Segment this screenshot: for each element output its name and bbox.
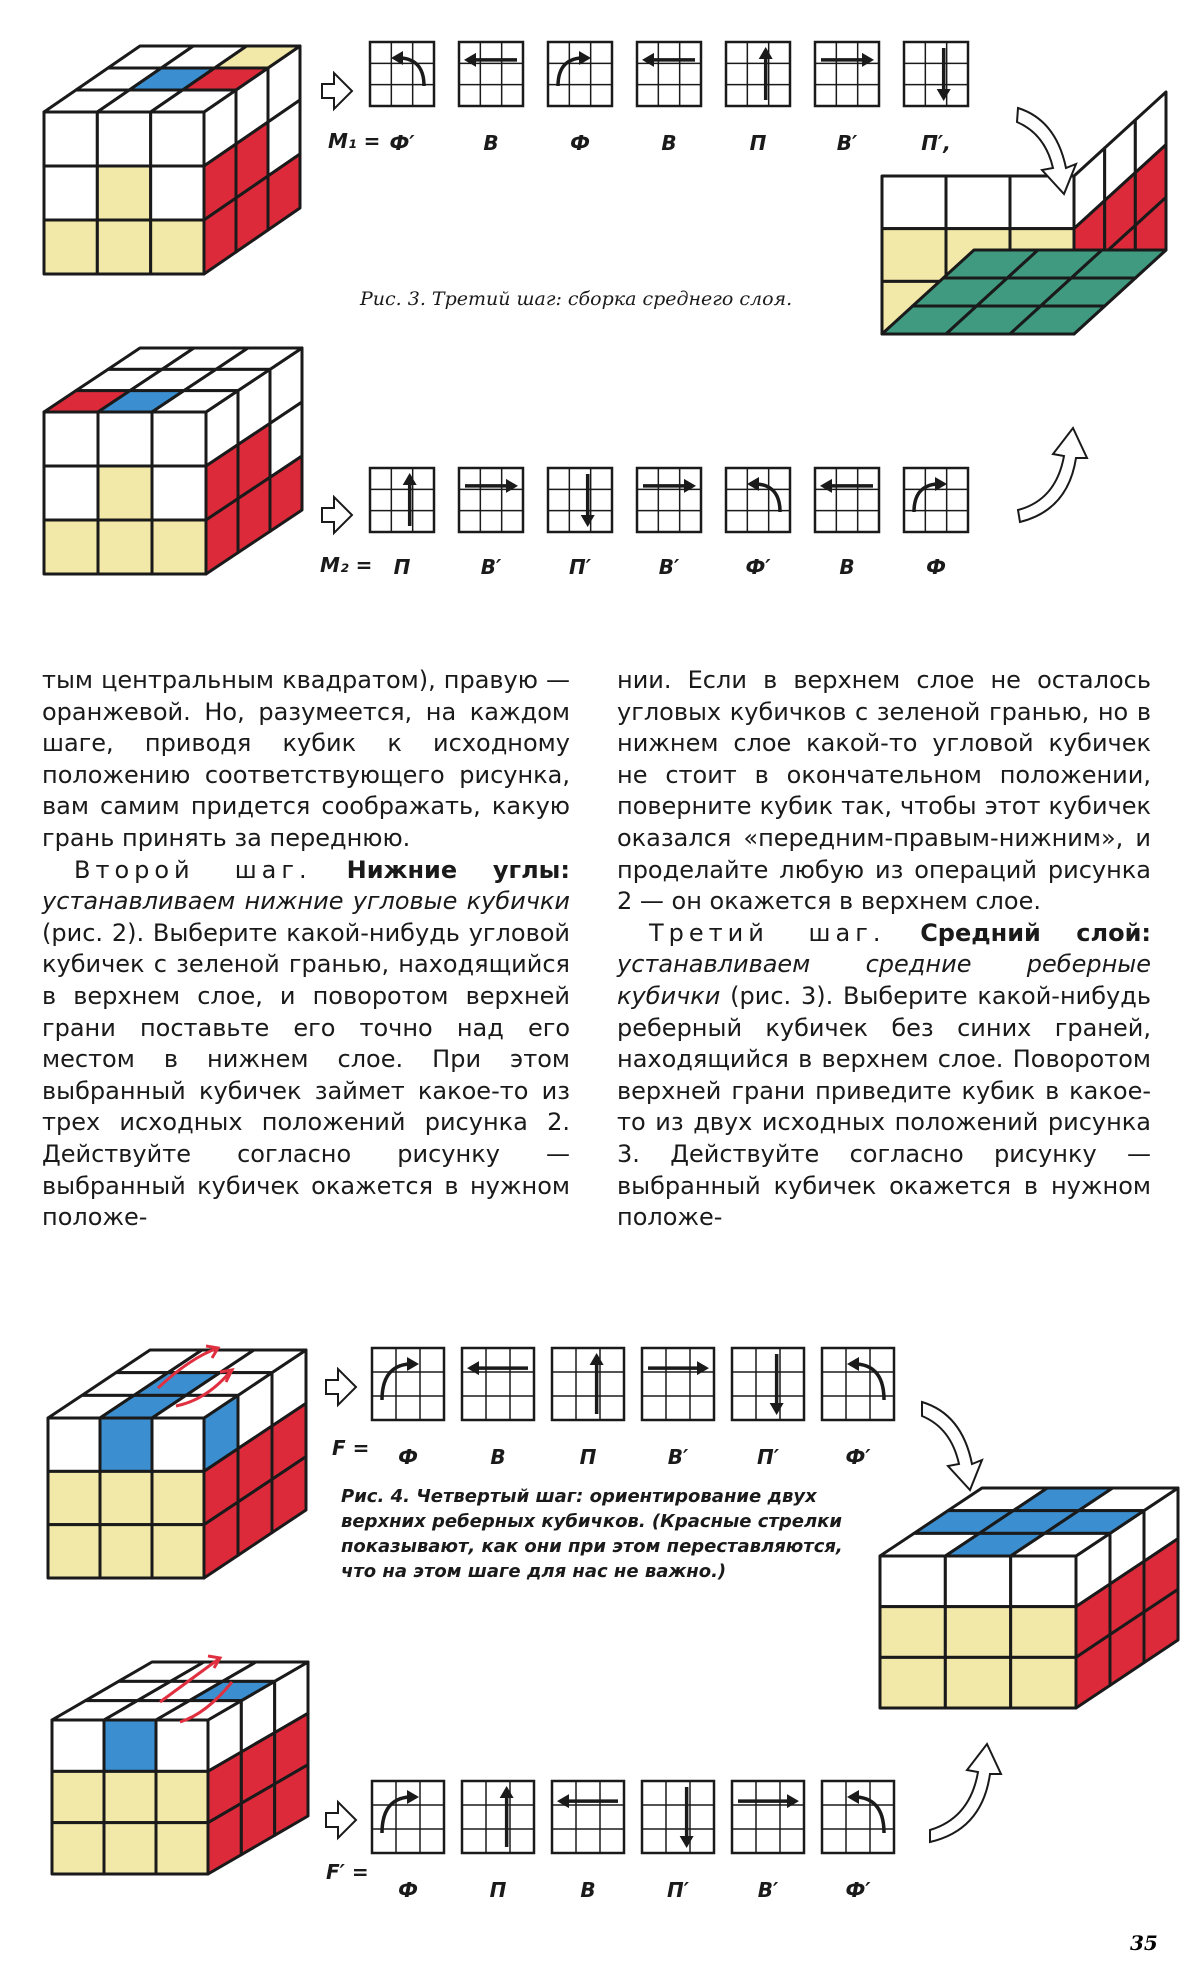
- move-label: Ф: [926, 555, 946, 579]
- cube-target-middle-layer: [882, 92, 1166, 334]
- front-face-sticker: [945, 1657, 1010, 1708]
- move-grid: [642, 1781, 714, 1853]
- front-face-sticker: [52, 1771, 104, 1822]
- move-step: [822, 1348, 894, 1469]
- text-column-right: [617, 665, 1151, 1234]
- cube-flip-position-1: [48, 1350, 306, 1578]
- front-face-sticker: [104, 1771, 156, 1822]
- move-grid: [459, 468, 523, 532]
- move-label: П: [579, 1445, 597, 1469]
- cube-target-top-cross: [880, 1488, 1178, 1708]
- move-label: Ф′: [389, 131, 415, 155]
- front-face-sticker: [152, 1471, 204, 1524]
- move-step: [459, 42, 523, 155]
- sequence-m2-name: M₂ =: [320, 553, 373, 577]
- front-face-sticker: [1011, 1657, 1076, 1708]
- move-step: [732, 1348, 804, 1469]
- front-face-sticker: [100, 1418, 152, 1471]
- step-two-body: (рис. 2). Выберите какой-нибудь угловой кубичек с зеленой гранью, находящийся в верхнем слое, и поворотом верхней грани поставьте его точно над его местом в нижнем слое. При этом выбранный кубичек займет какое-то из трех исходных положений рисунка 2. Действуйте согласно рисунку — выбранный кубичек окажется в нужном положе-: [42, 918, 570, 1232]
- move-grid: [637, 42, 701, 106]
- move-grid: [552, 1781, 624, 1853]
- left-paragraph-1: тым центральным квадратом), правую — оранжевой. Но, разумеется, на каждом шаге, приводя кубик к исходному положению соответствующего рисунка, вам самим придется соображать, какую грань принять за переднюю.: [42, 666, 570, 852]
- move-grid: [815, 468, 879, 532]
- move-label: П: [393, 555, 411, 579]
- front-face-sticker: [97, 220, 150, 274]
- front-face-sticker: [44, 220, 97, 274]
- figure-4: [48, 1346, 1178, 1902]
- move-step: [822, 1781, 894, 1902]
- move-step: [548, 468, 612, 579]
- move-grid: [732, 1348, 804, 1420]
- figure-4-caption-line-3: показывают, как они при этом переставляются,: [341, 1536, 843, 1557]
- front-face-sticker: [44, 412, 98, 466]
- move-label: В: [661, 131, 677, 155]
- front-face-sticker: [48, 1418, 100, 1471]
- move-grid: [370, 468, 434, 532]
- figure-3-caption: Рис. 3. Третий шаг: сборка среднего слоя.: [360, 288, 793, 310]
- move-step: [370, 468, 434, 579]
- front-face-sticker: [98, 412, 152, 466]
- front-face-sticker: [97, 112, 150, 166]
- move-step: [462, 1348, 534, 1469]
- move-grid: [732, 1781, 804, 1853]
- front-face-sticker: [880, 1607, 945, 1658]
- move-label: Ф: [398, 1878, 418, 1902]
- move-grid: [726, 42, 790, 106]
- step-two-lead: Второй шаг.: [74, 855, 312, 884]
- front-face-sticker: [52, 1720, 104, 1771]
- move-label: Ф: [570, 131, 590, 155]
- front-face-sticker: [945, 1556, 1010, 1607]
- move-step: [732, 1781, 804, 1902]
- move-grid: [904, 42, 968, 106]
- front-face-sticker: [52, 1823, 104, 1874]
- front-face-sticker: [1011, 1556, 1076, 1607]
- hollow-arrow-right-icon: [326, 1802, 356, 1838]
- front-face-sticker: [156, 1771, 208, 1822]
- curved-arrow-down-icon: [922, 1402, 982, 1490]
- sequence-m1: [370, 42, 968, 155]
- hollow-arrow-right-icon: [326, 1369, 356, 1405]
- move-grid: [552, 1348, 624, 1420]
- front-face-sticker: [151, 220, 204, 274]
- move-step: [552, 1781, 624, 1902]
- move-step: [815, 468, 879, 579]
- hollow-arrow-right-icon: [322, 73, 352, 109]
- cube-initial-position-2: [44, 348, 302, 574]
- move-label: Ф′: [845, 1445, 871, 1469]
- cube-flip-position-2: [52, 1662, 308, 1874]
- move-label: В′: [658, 555, 680, 579]
- step-three-goal: устанавливаем средние реберные кубички: [617, 950, 1151, 1010]
- move-label: В′: [757, 1878, 779, 1902]
- figure-4-caption-line-2: верхних реберных кубичков. (Красные стрелки: [341, 1511, 842, 1532]
- move-grid: [462, 1348, 534, 1420]
- front-face-sticker: [44, 520, 98, 574]
- front-face-sticker: [152, 1418, 204, 1471]
- front-face-sticker: [880, 1556, 945, 1607]
- move-grid: [548, 468, 612, 532]
- front-face-sticker: [882, 176, 946, 229]
- move-label: Ф: [398, 1445, 418, 1469]
- figure-4-caption-line-1: Рис. 4. Четвертый шаг: ориентирование двух: [341, 1486, 817, 1507]
- front-face-sticker: [152, 466, 206, 520]
- move-step: [462, 1781, 534, 1902]
- step-two-goal: устанавливаем нижние угловые кубички: [42, 887, 570, 916]
- sequence-f-name: F =: [332, 1436, 370, 1460]
- move-grid: [459, 42, 523, 106]
- front-face-sticker: [44, 166, 97, 220]
- front-face-sticker: [97, 166, 150, 220]
- move-label: Ф′: [845, 1878, 871, 1902]
- sequence-m1-name: M₁ =: [328, 129, 381, 153]
- move-label: В: [490, 1445, 506, 1469]
- front-face-sticker: [156, 1720, 208, 1771]
- front-face-sticker: [44, 112, 97, 166]
- front-face-sticker: [100, 1471, 152, 1524]
- step-three-heading: Средний слой:: [920, 918, 1152, 947]
- front-face-sticker: [104, 1823, 156, 1874]
- move-grid: [462, 1781, 534, 1853]
- front-face-sticker: [1011, 1607, 1076, 1658]
- step-three-lead: Третий шаг.: [649, 918, 886, 947]
- move-step: [372, 1348, 444, 1469]
- front-face-sticker: [880, 1657, 945, 1708]
- front-face-sticker: [100, 1525, 152, 1578]
- front-face-sticker: [98, 466, 152, 520]
- front-face-sticker: [104, 1720, 156, 1771]
- cube-initial-position-1: [44, 46, 300, 274]
- move-grid: [815, 42, 879, 106]
- sequence-f-prime-name: F′ =: [326, 1860, 369, 1884]
- front-face-sticker: [946, 176, 1010, 229]
- front-face-sticker: [98, 520, 152, 574]
- move-label: П′: [756, 1445, 780, 1469]
- move-step: [904, 42, 968, 155]
- front-face-sticker: [48, 1525, 100, 1578]
- right-paragraph-1: нии. Если в верхнем слое не осталось угловых кубичков с зеленой гранью, но в нижнем слое какой-то угловой кубичек не стоит в окончательном положении, поверните кубик так, чтобы этот кубичек оказался «передним-правым-нижним», и проделайте любую из операций рисунка 2 — он окажется в верхнем слое.: [617, 666, 1151, 916]
- hollow-arrow-right-icon: [322, 497, 352, 533]
- front-face-sticker: [151, 166, 204, 220]
- move-step: [904, 468, 968, 579]
- curved-arrow-up-icon: [930, 1744, 1001, 1842]
- right-paragraph-2: [617, 918, 1151, 1234]
- move-label: В: [483, 131, 499, 155]
- move-step: [459, 468, 523, 579]
- move-label: П: [489, 1878, 507, 1902]
- front-face-sticker: [152, 520, 206, 574]
- move-step: [726, 42, 790, 155]
- text-column-left: [42, 665, 570, 1234]
- front-face-sticker: [152, 412, 206, 466]
- step-three-body: (рис. 3). Выберите какой-нибудь реберный кубичек без синих граней, находящийся в верхнем слое. Поворотом верхней грани приведите кубик в какое-то из двух исходных положений рисунка 3. Действуйте согласно рисунку — выбранный кубичек окажется в нужном положе-: [617, 981, 1151, 1232]
- move-step: [637, 468, 701, 579]
- sequence-f-prime: [372, 1781, 894, 1902]
- curved-arrow-up-icon: [1018, 428, 1087, 522]
- move-step: [552, 1348, 624, 1469]
- step-two-heading: Нижние углы:: [346, 855, 570, 884]
- front-face-sticker: [945, 1607, 1010, 1658]
- front-face-sticker: [152, 1525, 204, 1578]
- sequence-m2: [370, 468, 968, 579]
- move-label: В: [580, 1878, 596, 1902]
- page-number: 35: [1130, 1931, 1158, 1955]
- move-grid: [637, 468, 701, 532]
- move-label: П′: [666, 1878, 690, 1902]
- figure-4-caption-line-4: что на этом шаге для нас не важно.): [341, 1561, 727, 1582]
- move-label: В′: [667, 1445, 689, 1469]
- move-step: [642, 1781, 714, 1902]
- left-paragraph-2: [42, 855, 570, 1234]
- figure-3: [44, 42, 1166, 579]
- move-label: Ф′: [745, 555, 771, 579]
- move-step: [726, 468, 790, 579]
- move-label: В′: [480, 555, 502, 579]
- front-face-sticker: [882, 229, 946, 282]
- front-face-sticker: [156, 1823, 208, 1874]
- front-face-sticker: [48, 1471, 100, 1524]
- move-label: П′,: [921, 131, 951, 155]
- move-step: [372, 1781, 444, 1902]
- front-face-sticker: [44, 466, 98, 520]
- move-grid: [642, 1348, 714, 1420]
- move-step: [637, 42, 701, 155]
- move-label: П′: [568, 555, 592, 579]
- move-label: П: [749, 131, 767, 155]
- move-step: [548, 42, 612, 155]
- move-step: [642, 1348, 714, 1469]
- move-step: [815, 42, 879, 155]
- move-label: В′: [836, 131, 858, 155]
- move-label: В: [839, 555, 855, 579]
- front-face-sticker: [151, 112, 204, 166]
- sequence-f: [372, 1348, 894, 1469]
